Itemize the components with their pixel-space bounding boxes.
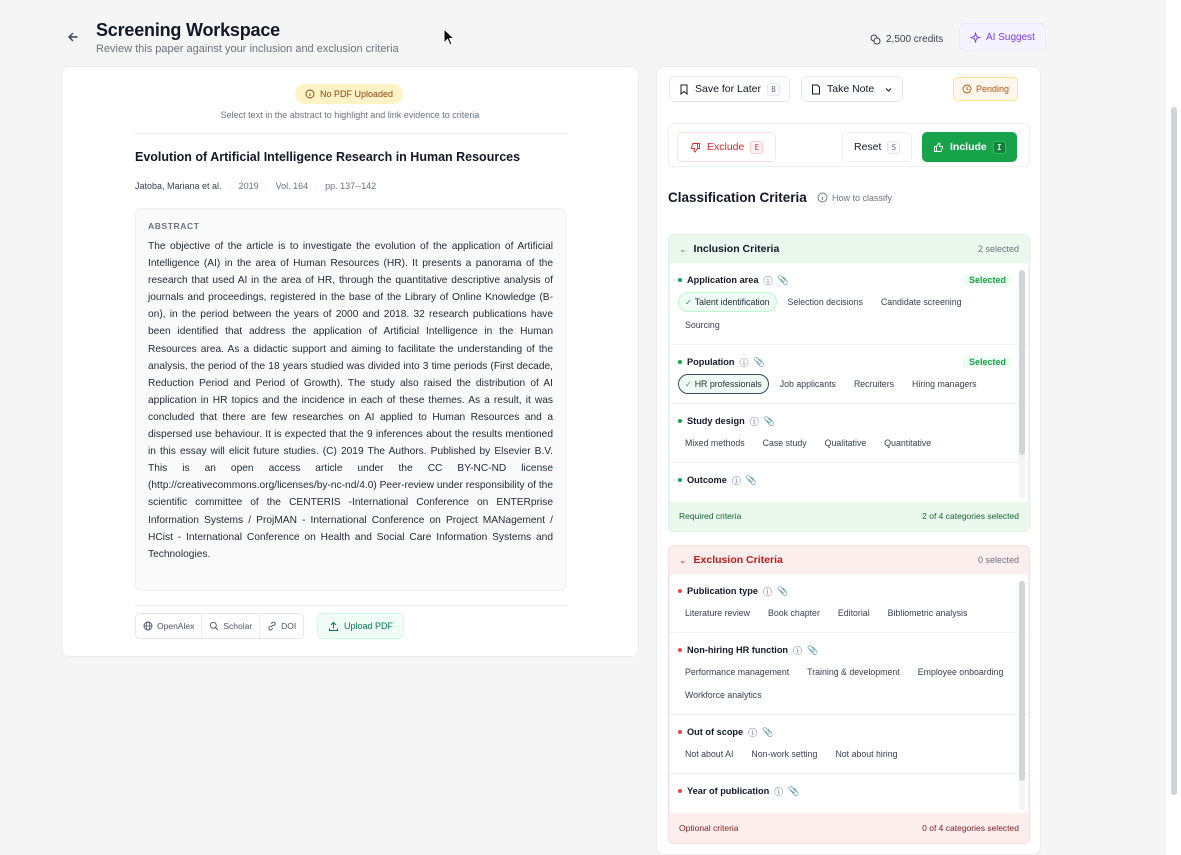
paper-panel (61, 66, 639, 657)
thumbs-down-icon (690, 142, 701, 153)
criterion-name: Publication type (687, 586, 758, 596)
how-to-label: How to classify (832, 192, 893, 203)
option-chip[interactable]: Mixed methods (685, 438, 745, 448)
criterion-application-area (670, 263, 1028, 345)
check-circle-icon: ✓ (685, 297, 692, 307)
paper-volume: Vol. 164 (275, 181, 309, 191)
info-circle-icon (817, 192, 828, 203)
save-for-later-button[interactable] (669, 76, 790, 102)
option-chip[interactable]: Book chapter (768, 608, 820, 618)
meta-separator: · (265, 181, 269, 191)
option-chip[interactable] (678, 374, 769, 394)
option-chip[interactable]: Non-work setting (751, 749, 818, 759)
footer-right: 0 of 4 categories selected (922, 823, 1019, 833)
footer-left: Required criteria (679, 511, 742, 521)
include-button[interactable] (922, 132, 1017, 162)
criterion-population (670, 345, 1028, 404)
option-chip[interactable]: Quantitative (884, 438, 932, 448)
scrollbar[interactable] (1019, 270, 1025, 499)
credits-indicator (862, 27, 951, 51)
paperclip-icon[interactable]: 📎 (753, 356, 765, 367)
option-chip[interactable]: Job applicants (779, 379, 836, 389)
option-chip[interactable]: Employee onboarding (917, 667, 1004, 677)
meta-separator: · (228, 181, 232, 191)
chip-label: HR professionals (694, 379, 762, 389)
help-icon[interactable]: ⓘ (763, 275, 773, 286)
chevron-down-icon: ⌄ (679, 554, 687, 565)
paperclip-icon[interactable]: 📎 (763, 415, 775, 426)
option-chip[interactable]: Recruiters (853, 379, 895, 389)
option-chip[interactable]: Not about hiring (835, 749, 898, 759)
doi-link[interactable] (260, 614, 303, 638)
criterion-out-of-scope (670, 715, 1028, 774)
criterion-name: Application area (687, 275, 759, 285)
scholar-label: Scholar (223, 621, 253, 631)
exclude-label: Exclude (707, 141, 745, 153)
option-chip[interactable]: Bibliometric analysis (887, 608, 968, 618)
note-icon (811, 84, 821, 95)
scrollbar-thumb[interactable] (1019, 270, 1025, 455)
reset-label: Reset (854, 141, 882, 153)
reset-button[interactable] (842, 132, 912, 162)
paper-year: 2019 (238, 181, 259, 191)
paperclip-icon[interactable]: 📎 (776, 585, 789, 596)
option-chip[interactable]: Training & development (807, 667, 900, 677)
exclusion-list (670, 574, 1028, 813)
page-scrollbar[interactable] (1166, 0, 1181, 855)
criterion-publication-type (670, 574, 1028, 633)
divider (135, 605, 567, 606)
bullet-dot (678, 589, 682, 593)
exclusion-title: Exclusion Criteria (693, 554, 783, 566)
criterion-outcome (670, 463, 1028, 489)
selected-badge: Selected (963, 356, 1012, 368)
divider (135, 133, 567, 134)
openalex-link[interactable] (136, 614, 202, 638)
option-chip[interactable]: Candidate screening (880, 297, 962, 307)
paperclip-icon[interactable]: 📎 (807, 644, 819, 655)
sparkles-icon (970, 32, 981, 43)
ai-suggest-button[interactable] (959, 23, 1046, 51)
paperclip-icon[interactable]: 📎 (762, 726, 774, 737)
bullet-dot (678, 360, 682, 364)
shortcut-key: S (887, 141, 900, 154)
paperclip-icon[interactable]: 📎 (788, 785, 800, 796)
help-icon[interactable]: ⓘ (739, 357, 749, 368)
no-pdf-label: No PDF Uploaded (320, 89, 394, 99)
criterion-name: Study design (687, 416, 745, 426)
selected-badge: Selected (963, 274, 1012, 286)
abstract-label: ABSTRACT (148, 221, 200, 231)
how-to-classify-link[interactable] (817, 192, 892, 203)
inclusion-title: Inclusion Criteria (693, 243, 780, 255)
search-icon (209, 621, 219, 631)
check-circle-icon: ✓ (685, 379, 692, 389)
clock-icon (962, 84, 972, 94)
back-button[interactable] (62, 26, 84, 48)
criterion-year-of-publication (670, 774, 1028, 800)
arrow-left-icon (67, 31, 79, 43)
globe-icon (143, 621, 153, 631)
page-scrollbar-thumb[interactable] (1171, 107, 1177, 795)
link-icon (267, 621, 277, 631)
option-chip[interactable]: Hiring managers (912, 379, 977, 389)
page-subtitle: Review this paper against your inclusion and exclusion criteria (96, 43, 399, 55)
scholar-link[interactable] (202, 614, 260, 638)
select-hint: Select text in the abstract to highlight and link evidence to criteria (220, 110, 480, 120)
include-label: Include (950, 141, 987, 153)
help-icon[interactable]: ⓘ (793, 645, 803, 656)
option-chip[interactable]: Sourcing (685, 320, 720, 330)
help-icon[interactable]: ⓘ (749, 416, 759, 427)
credits-label: 2,500 credits (886, 33, 944, 45)
abstract-box (135, 208, 566, 591)
criterion-non-hiring-hr-function (670, 633, 1028, 715)
coins-icon (870, 34, 881, 45)
external-links (135, 613, 304, 639)
paperclip-icon[interactable]: 📎 (777, 274, 789, 285)
info-circle-icon (305, 89, 315, 99)
exclusion-count: 0 selected (977, 555, 1019, 565)
shortcut-key: I (993, 141, 1006, 154)
option-chip[interactable]: Editorial (837, 608, 870, 618)
option-chip[interactable]: Not about AI (685, 749, 734, 759)
help-icon[interactable]: ⓘ (748, 727, 758, 738)
exclude-button[interactable] (677, 132, 776, 162)
paper-pages: pp. 137--142 (325, 181, 377, 191)
help-icon[interactable]: ⓘ (762, 586, 772, 597)
take-note-button[interactable] (801, 76, 903, 102)
ai-suggest-label: AI Suggest (986, 31, 1035, 43)
paperclip-icon[interactable]: 📎 (745, 474, 758, 485)
status-badge (953, 77, 1018, 101)
footer-right: 2 of 4 categories selected (922, 511, 1019, 521)
inclusion-header[interactable] (669, 235, 1029, 263)
decision-bar (668, 123, 1030, 167)
option-chip[interactable] (678, 292, 777, 312)
no-pdf-badge (295, 84, 403, 104)
bullet-dot (678, 789, 682, 793)
status-label: Pending (976, 84, 1010, 94)
option-chip[interactable]: Performance management (685, 667, 790, 677)
help-icon[interactable]: ⓘ (731, 475, 741, 486)
page-title: Screening Workspace (96, 20, 280, 40)
upload-pdf-button[interactable] (317, 613, 404, 639)
chevron-down-icon (884, 85, 893, 94)
option-chip[interactable]: Selection decisions (787, 297, 863, 307)
inclusion-list (670, 263, 1028, 502)
option-chip[interactable]: Literature review (685, 608, 751, 618)
abstract-text[interactable]: The objective of the article is to investigate the evolution of the application of Artificial Intelligence (AI) in the area of Human Resources (HR). It presents a panorama of the research that used AI in the area of HR, through the quantitative descriptive analysis of journals and proceedings, registered in the base of the Library of Online Knowledge (B-on), in the period between the years of 2000 and 2018. 32 research publications have been identified that address the application of Artificial Intelligence in the Human Resources area. As a didactic support and aiming to facilitate the understanding of the analysis, the period of the 18 years studied was divided into 3 time periods (First decade, Reduction Period and Period of Growth). The study also raised the distribution of AI application in HR topics and the incidence in each of these themes. As a result, it was concluded that there are few researches on AI applied to Human Resources and a dispersed use behaviour. It is expected that the 9 inferences about the results mentioned in this essay will elicit future studies. (C) 2019 The Authors. Published by Elsevier B.V. This is an open access article under the CC BY-NC-ND license (http://creativecommons.org/licenses/by-nc-nd/4.0) Peer-review under responsibility of the scientific committee of the CENTERIS -International Conference on ENTERprise Information Systems / ProjMAN - International Conference on Project MANagement / HCist - International Conference on Health and Social Care Information Systems and Technologies. (148, 241, 553, 560)
help-icon[interactable]: ⓘ (774, 786, 784, 797)
inclusion-footer (669, 501, 1029, 531)
paper-meta (135, 181, 376, 191)
criterion-name: Year of publication (687, 786, 770, 796)
upload-pdf-label: Upload PDF (344, 621, 394, 631)
criterion-name: Population (687, 357, 735, 367)
take-note-label: Take Note (827, 83, 875, 95)
meta-separator: · (315, 181, 319, 191)
save-for-later-label: Save for Later (695, 83, 761, 95)
footer-left: Optional criteria (679, 823, 739, 833)
option-chip[interactable]: Workforce analytics (685, 690, 762, 700)
mouse-cursor-icon (443, 28, 457, 48)
criterion-study-design (670, 404, 1028, 463)
inclusion-criteria-section (668, 234, 1030, 532)
shortcut-key: E (750, 141, 763, 154)
criterion-name: Out of scope (687, 727, 744, 737)
header (52, 10, 1057, 66)
criterion-name: Non-hiring HR function (687, 645, 789, 655)
bookmark-icon (679, 84, 689, 95)
chip-label: Talent identification (694, 297, 770, 307)
screening-panel (656, 66, 1041, 855)
bullet-dot (678, 419, 682, 423)
criteria-heading: Classification Criteria (668, 190, 807, 205)
bullet-dot (678, 730, 682, 734)
exclusion-footer (669, 813, 1029, 843)
scrollbar-thumb[interactable] (1019, 581, 1025, 781)
criterion-name: Outcome (687, 475, 727, 485)
thumbs-up-icon (933, 142, 944, 153)
openalex-label: OpenAlex (157, 621, 195, 631)
bullet-dot (678, 478, 682, 482)
paper-authors: Jatoba, Mariana et al. (135, 181, 222, 191)
paper-title: Evolution of Artificial Intelligence Research in Human Resources (135, 150, 521, 164)
option-chip[interactable]: Qualitative (824, 438, 867, 448)
doi-label: DOI (281, 621, 297, 631)
bullet-dot (678, 278, 682, 282)
scrollbar[interactable] (1019, 581, 1025, 810)
exclusion-criteria-section (668, 545, 1030, 844)
bullet-dot (678, 648, 682, 652)
inclusion-count: 2 selected (977, 244, 1019, 254)
chevron-down-icon: ⌄ (679, 243, 687, 254)
exclusion-header[interactable] (669, 546, 1029, 574)
shortcut-key: B (767, 83, 780, 96)
option-chip[interactable]: Case study (762, 438, 807, 448)
upload-icon (328, 621, 339, 632)
